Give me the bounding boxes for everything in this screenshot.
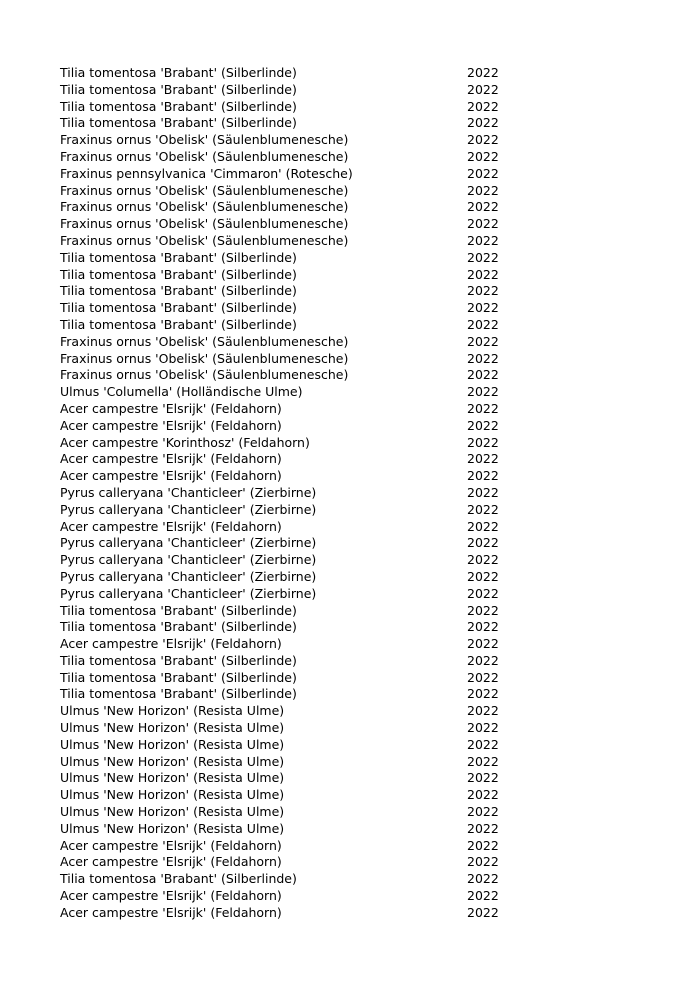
table-row bbox=[60, 737, 510, 754]
table-row bbox=[60, 351, 510, 368]
table-row bbox=[60, 519, 510, 536]
planting-year-cell: 2022 bbox=[467, 770, 499, 786]
planting-year-cell: 2022 bbox=[467, 350, 499, 366]
planting-year-cell: 2022 bbox=[467, 199, 499, 215]
planting-year-cell: 2022 bbox=[467, 400, 499, 416]
table-row bbox=[60, 586, 510, 603]
planting-year-cell: 2022 bbox=[467, 484, 499, 500]
planting-year-cell: 2022 bbox=[467, 753, 499, 769]
tree-species-cell: Acer campestre 'Elsrijk' (Feldahorn) bbox=[60, 417, 282, 433]
tree-species-cell: Fraxinus ornus 'Obelisk' (Säulenblumenesche) bbox=[60, 350, 349, 366]
tree-species-cell: Ulmus 'New Horizon' (Resista Ulme) bbox=[60, 787, 285, 803]
table-row bbox=[60, 317, 510, 334]
planting-year-cell: 2022 bbox=[467, 300, 499, 316]
table-row bbox=[60, 854, 510, 871]
planting-year-cell: 2022 bbox=[467, 384, 499, 400]
table-row bbox=[60, 502, 510, 519]
tree-species-cell: Ulmus 'New Horizon' (Resista Ulme) bbox=[60, 703, 285, 719]
tree-species-cell: Fraxinus ornus 'Obelisk' (Säulenblumenesche) bbox=[60, 132, 349, 148]
planting-year-cell: 2022 bbox=[467, 518, 499, 534]
table-row bbox=[60, 334, 510, 351]
tree-species-cell: Tilia tomentosa 'Brabant' (Silberlinde) bbox=[60, 619, 297, 635]
table-row bbox=[60, 401, 510, 418]
table-row bbox=[60, 183, 510, 200]
table-row bbox=[60, 418, 510, 435]
table-row bbox=[60, 199, 510, 216]
table-row bbox=[60, 250, 510, 267]
tree-species-cell: Tilia tomentosa 'Brabant' (Silberlinde) bbox=[60, 115, 297, 131]
tree-species-cell: Tilia tomentosa 'Brabant' (Silberlinde) bbox=[60, 266, 297, 282]
planting-year-cell: 2022 bbox=[467, 249, 499, 265]
planting-year-cell: 2022 bbox=[467, 619, 499, 635]
table-row bbox=[60, 149, 510, 166]
tree-species-cell: Pyrus calleryana 'Chanticleer' (Zierbirne) bbox=[60, 535, 317, 551]
table-row bbox=[60, 535, 510, 552]
tree-species-cell: Acer campestre 'Elsrijk' (Feldahorn) bbox=[60, 854, 282, 870]
tree-species-cell: Fraxinus ornus 'Obelisk' (Säulenblumenesche) bbox=[60, 182, 349, 198]
planting-year-cell: 2022 bbox=[467, 115, 499, 131]
tree-species-cell: Tilia tomentosa 'Brabant' (Silberlinde) bbox=[60, 669, 297, 685]
table-row bbox=[60, 636, 510, 653]
table-row bbox=[60, 720, 510, 737]
planting-year-cell: 2022 bbox=[467, 266, 499, 282]
tree-species-cell: Ulmus 'New Horizon' (Resista Ulme) bbox=[60, 770, 285, 786]
table-row bbox=[60, 754, 510, 771]
tree-species-cell: Pyrus calleryana 'Chanticleer' (Zierbirne) bbox=[60, 501, 317, 517]
tree-species-cell: Acer campestre 'Elsrijk' (Feldahorn) bbox=[60, 904, 282, 920]
table-row bbox=[60, 267, 510, 284]
planting-year-cell: 2022 bbox=[467, 888, 499, 904]
planting-year-cell: 2022 bbox=[467, 148, 499, 164]
tree-species-cell: Tilia tomentosa 'Brabant' (Silberlinde) bbox=[60, 249, 297, 265]
tree-species-cell: Tilia tomentosa 'Brabant' (Silberlinde) bbox=[60, 686, 297, 702]
table-row bbox=[60, 132, 510, 149]
table-row bbox=[60, 871, 510, 888]
table-row bbox=[60, 703, 510, 720]
tree-species-cell: Ulmus 'Columella' (Holländische Ulme) bbox=[60, 384, 303, 400]
table-row bbox=[60, 384, 510, 401]
table-row bbox=[60, 770, 510, 787]
table-row bbox=[60, 65, 510, 82]
table-row bbox=[60, 804, 510, 821]
planting-year-cell: 2022 bbox=[467, 787, 499, 803]
tree-species-cell: Fraxinus pennsylvanica 'Cimmaron' (Rotesche) bbox=[60, 165, 353, 181]
table-row bbox=[60, 367, 510, 384]
table-row bbox=[60, 115, 510, 132]
tree-species-cell: Tilia tomentosa 'Brabant' (Silberlinde) bbox=[60, 65, 297, 80]
table-row bbox=[60, 300, 510, 317]
table-row bbox=[60, 552, 510, 569]
tree-species-cell: Tilia tomentosa 'Brabant' (Silberlinde) bbox=[60, 98, 297, 114]
table-row bbox=[60, 569, 510, 586]
tree-species-cell: Tilia tomentosa 'Brabant' (Silberlinde) bbox=[60, 300, 297, 316]
tree-species-cell: Acer campestre 'Elsrijk' (Feldahorn) bbox=[60, 837, 282, 853]
table-row bbox=[60, 166, 510, 183]
planting-year-cell: 2022 bbox=[467, 568, 499, 584]
planting-year-cell: 2022 bbox=[467, 602, 499, 618]
table-row bbox=[60, 468, 510, 485]
planting-year-cell: 2022 bbox=[467, 804, 499, 820]
tree-species-cell: Fraxinus ornus 'Obelisk' (Säulenblumenesche) bbox=[60, 216, 349, 232]
tree-species-cell: Ulmus 'New Horizon' (Resista Ulme) bbox=[60, 820, 285, 836]
planting-year-cell: 2022 bbox=[467, 636, 499, 652]
planting-year-cell: 2022 bbox=[467, 652, 499, 668]
planting-year-cell: 2022 bbox=[467, 669, 499, 685]
planting-year-cell: 2022 bbox=[467, 686, 499, 702]
planting-year-cell: 2022 bbox=[467, 165, 499, 181]
table-row bbox=[60, 838, 510, 855]
tree-species-cell: Fraxinus ornus 'Obelisk' (Säulenblumenesche) bbox=[60, 199, 349, 215]
planting-year-cell: 2022 bbox=[467, 837, 499, 853]
planting-year-cell: 2022 bbox=[467, 451, 499, 467]
tree-species-cell: Fraxinus ornus 'Obelisk' (Säulenblumenesche) bbox=[60, 232, 349, 248]
tree-species-cell: Pyrus calleryana 'Chanticleer' (Zierbirne) bbox=[60, 585, 317, 601]
table-row bbox=[60, 653, 510, 670]
planting-year-cell: 2022 bbox=[467, 132, 499, 148]
tree-species-cell: Ulmus 'New Horizon' (Resista Ulme) bbox=[60, 753, 285, 769]
tree-species-cell: Pyrus calleryana 'Chanticleer' (Zierbirne) bbox=[60, 568, 317, 584]
planting-year-cell: 2022 bbox=[467, 283, 499, 299]
planting-year-cell: 2022 bbox=[467, 65, 499, 80]
tree-species-cell: Pyrus calleryana 'Chanticleer' (Zierbirne) bbox=[60, 552, 317, 568]
table-row bbox=[60, 99, 510, 116]
tree-species-cell: Acer campestre 'Elsrijk' (Feldahorn) bbox=[60, 636, 282, 652]
planting-year-cell: 2022 bbox=[467, 417, 499, 433]
planting-year-cell: 2022 bbox=[467, 703, 499, 719]
planting-year-cell: 2022 bbox=[467, 81, 499, 97]
planting-year-cell: 2022 bbox=[467, 720, 499, 736]
planting-year-cell: 2022 bbox=[467, 854, 499, 870]
tree-list-table bbox=[60, 65, 510, 922]
tree-species-cell: Tilia tomentosa 'Brabant' (Silberlinde) bbox=[60, 652, 297, 668]
planting-year-cell: 2022 bbox=[467, 182, 499, 198]
planting-year-cell: 2022 bbox=[467, 333, 499, 349]
table-row bbox=[60, 283, 510, 300]
table-row bbox=[60, 787, 510, 804]
tree-species-cell: Acer campestre 'Korinthosz' (Feldahorn) bbox=[60, 434, 310, 450]
tree-species-cell: Acer campestre 'Elsrijk' (Feldahorn) bbox=[60, 400, 282, 416]
tree-species-cell: Ulmus 'New Horizon' (Resista Ulme) bbox=[60, 720, 285, 736]
planting-year-cell: 2022 bbox=[467, 904, 499, 920]
table-row bbox=[60, 888, 510, 905]
table-row bbox=[60, 485, 510, 502]
tree-species-cell: Fraxinus ornus 'Obelisk' (Säulenblumenesche) bbox=[60, 333, 349, 349]
table-row bbox=[60, 82, 510, 99]
tree-species-cell: Tilia tomentosa 'Brabant' (Silberlinde) bbox=[60, 602, 297, 618]
planting-year-cell: 2022 bbox=[467, 468, 499, 484]
planting-year-cell: 2022 bbox=[467, 820, 499, 836]
tree-species-cell: Ulmus 'New Horizon' (Resista Ulme) bbox=[60, 736, 285, 752]
table-row bbox=[60, 451, 510, 468]
planting-year-cell: 2022 bbox=[467, 535, 499, 551]
table-row bbox=[60, 619, 510, 636]
tree-species-cell: Acer campestre 'Elsrijk' (Feldahorn) bbox=[60, 518, 282, 534]
tree-species-cell: Acer campestre 'Elsrijk' (Feldahorn) bbox=[60, 888, 282, 904]
tree-species-cell: Fraxinus ornus 'Obelisk' (Säulenblumenesche) bbox=[60, 367, 349, 383]
tree-species-cell: Tilia tomentosa 'Brabant' (Silberlinde) bbox=[60, 283, 297, 299]
tree-species-cell: Fraxinus ornus 'Obelisk' (Säulenblumenesche) bbox=[60, 148, 349, 164]
table-row bbox=[60, 233, 510, 250]
planting-year-cell: 2022 bbox=[467, 316, 499, 332]
table-row bbox=[60, 670, 510, 687]
table-row bbox=[60, 435, 510, 452]
table-row bbox=[60, 905, 510, 922]
planting-year-cell: 2022 bbox=[467, 736, 499, 752]
planting-year-cell: 2022 bbox=[467, 552, 499, 568]
tree-species-cell: Tilia tomentosa 'Brabant' (Silberlinde) bbox=[60, 81, 297, 97]
tree-species-cell: Tilia tomentosa 'Brabant' (Silberlinde) bbox=[60, 316, 297, 332]
table-row bbox=[60, 216, 510, 233]
planting-year-cell: 2022 bbox=[467, 367, 499, 383]
planting-year-cell: 2022 bbox=[467, 501, 499, 517]
planting-year-cell: 2022 bbox=[467, 871, 499, 887]
tree-species-cell: Pyrus calleryana 'Chanticleer' (Zierbirne) bbox=[60, 484, 317, 500]
table-row bbox=[60, 821, 510, 838]
planting-year-cell: 2022 bbox=[467, 434, 499, 450]
table-row bbox=[60, 686, 510, 703]
planting-year-cell: 2022 bbox=[467, 216, 499, 232]
planting-year-cell: 2022 bbox=[467, 232, 499, 248]
tree-species-cell: Tilia tomentosa 'Brabant' (Silberlinde) bbox=[60, 871, 297, 887]
tree-species-cell: Ulmus 'New Horizon' (Resista Ulme) bbox=[60, 804, 285, 820]
planting-year-cell: 2022 bbox=[467, 585, 499, 601]
table-row bbox=[60, 603, 510, 620]
tree-species-cell: Acer campestre 'Elsrijk' (Feldahorn) bbox=[60, 468, 282, 484]
tree-species-cell: Acer campestre 'Elsrijk' (Feldahorn) bbox=[60, 451, 282, 467]
planting-year-cell: 2022 bbox=[467, 98, 499, 114]
